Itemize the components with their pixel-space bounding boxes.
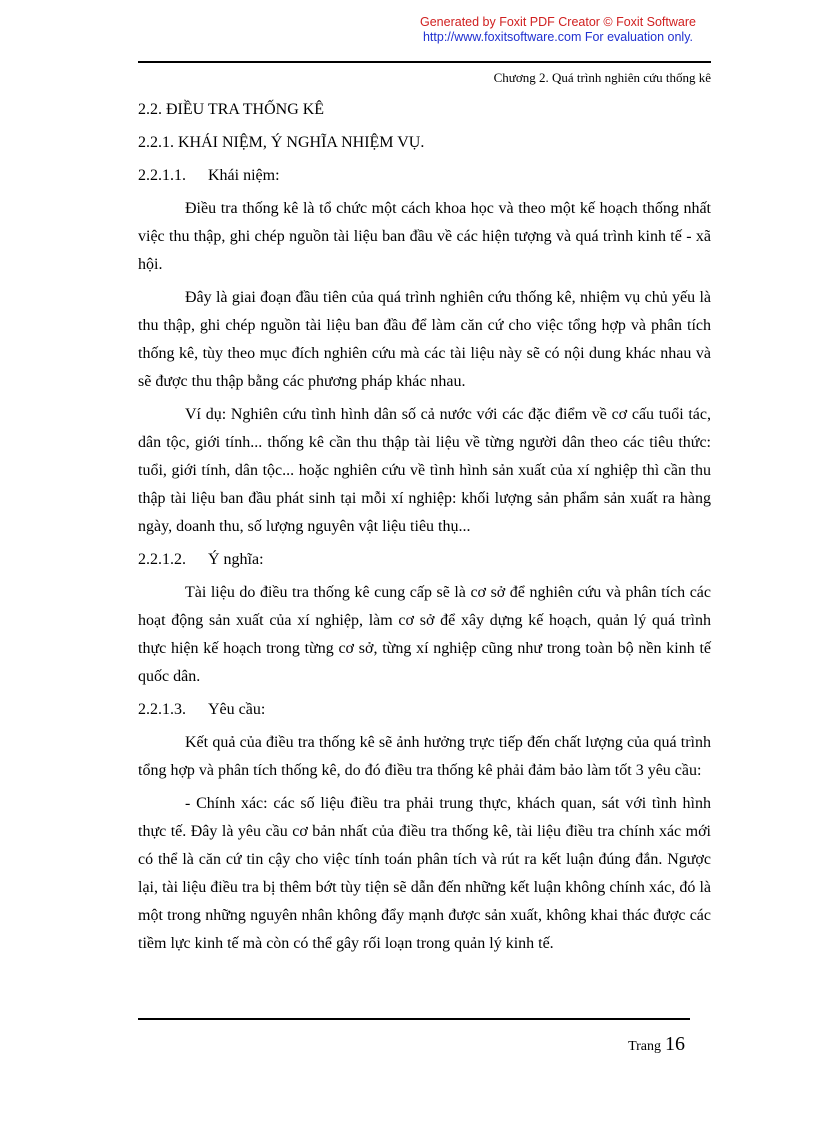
chapter-header: Chương 2. Quá trình nghiên cứu thống kê [493, 70, 711, 85]
page-number-value: 16 [665, 1033, 685, 1055]
section-title: Ý nghĩa: [208, 551, 264, 568]
section-title: Khái niệm: [208, 167, 280, 184]
section-heading-y-nghia [138, 546, 711, 574]
section-title: Yêu cầu: [208, 701, 266, 718]
watermark-line-1: Generated by Foxit PDF Creator © Foxit Software [420, 15, 696, 29]
header-rule [138, 61, 711, 63]
page-content [138, 96, 711, 958]
section-heading-khai-niem [138, 162, 711, 190]
section-heading-yeu-cau [138, 696, 711, 724]
paragraph: Điều tra thống kê là tổ chức một cách khoa học và theo một kế hoạch thống nhất việc thu thập, ghi chép nguồn tài liệu ban đầu về các hiện tượng và quá trình kinh tế - xã hội. [138, 200, 711, 273]
foxit-watermark [408, 15, 708, 45]
footer-rule [138, 1018, 690, 1020]
paragraph: Đây là giai đoạn đầu tiên của quá trình nghiên cứu thống kê, nhiệm vụ chủ yếu là thu thập, ghi chép nguồn tài liệu ban đầu để làm căn cứ cho việc tổng hợp và phân tích thống kê, tùy theo mục đích nghiên cứu mà các tài liệu này sẽ có nội dung khác nhau và sẽ được thu thập bằng các phương pháp khác nhau. [138, 289, 711, 390]
paragraph: Tài liệu do điều tra thống kê cung cấp sẽ là cơ sở để nghiên cứu và phân tích các hoạt động sản xuất của xí nghiệp, làm cơ sở để xây dựng kế hoạch, quản lý quá trình thực hiện kế hoạch trong từng cơ sở, từng xí nghiệp cũng như trong toàn bộ nền kinh tế quốc dân. [138, 584, 711, 685]
paragraph: Kết quả của điều tra thống kê sẽ ảnh hưởng trực tiếp đến chất lượng của quá trình tổng hợp và phân tích thống kê, do đó điều tra thống kê phải đảm bảo làm tốt 3 yêu cầu: [138, 734, 711, 779]
heading-2-2-1: 2.2.1. KHÁI NIỆM, Ý NGHĨA NHIỆM VỤ. [138, 134, 425, 151]
section-number: 2.2.1.3. [138, 701, 186, 718]
section-number: 2.2.1.1. [138, 167, 186, 184]
heading-2-2: 2.2. ĐIỀU TRA THỐNG KÊ [138, 101, 325, 118]
section-number: 2.2.1.2. [138, 551, 186, 568]
page-number [628, 1033, 685, 1056]
paragraph: Ví dụ: Nghiên cứu tình hình dân số cả nước với các đặc điểm về cơ cấu tuổi tác, dân tộc, giới tính... thống kê cần thu thập tài liệu về từng người dân theo các tiêu thức: tuổi, giới tính, dân tộc... hoặc nghiên cứu về tình hình sản xuất của xí nghiệp thì cần thu thập tài liệu ban đầu phát sinh tại mỗi xí nghiệp: khối lượng sản phẩm sản xuất ra hàng ngày, doanh thu, số lượng nguyên vật liệu tiêu thụ... [138, 406, 711, 535]
watermark-line-2: http://www.foxitsoftware.com For evaluation only. [422, 30, 694, 44]
page-label: Trang [628, 1039, 661, 1054]
paragraph: - Chính xác: các số liệu điều tra phải trung thực, khách quan, sát với tình hình thực tế. Đây là yêu cầu cơ bản nhất của điều tra thống kê, tài liệu điều tra chính xác mới có thể là căn cứ tin cậy cho việc tính toán phân tích và rút ra kết luận đúng đắn. Ngược lại, tài liệu điều tra bị thêm bớt tùy tiện sẽ dẫn đến những kết luận không chính xác, đó là một trong những nguyên nhân không đẩy mạnh được sản xuất, không khai thác được các tiềm lực kinh tế mà còn có thể gây rối loạn trong quản lý kinh tế. [138, 795, 711, 952]
